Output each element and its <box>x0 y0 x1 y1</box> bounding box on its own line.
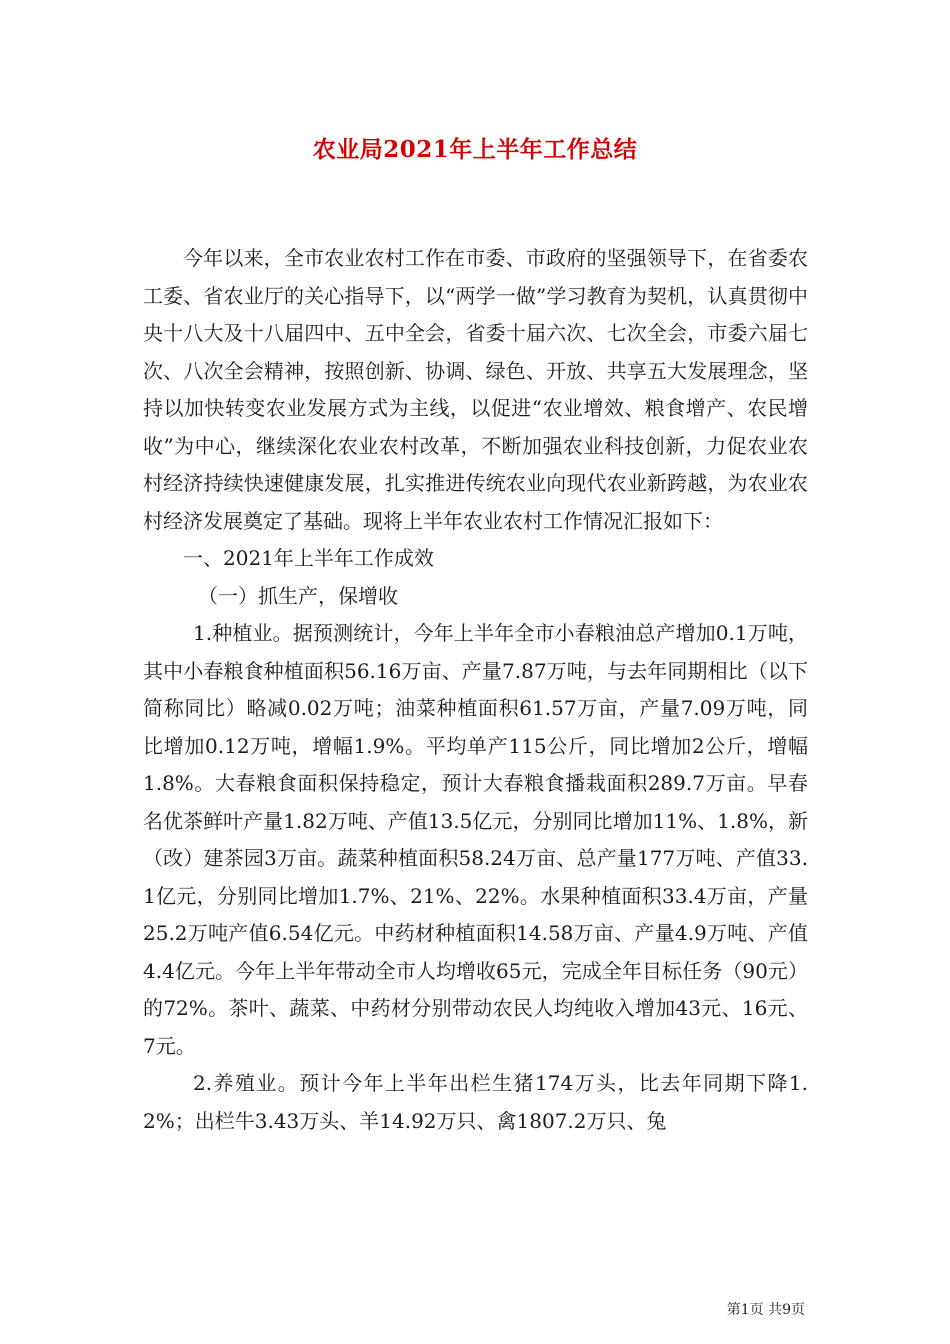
breeding-paragraph: 2.养殖业。预计今年上半年出栏生猪174万头，比去年同期下降1.2%；出栏牛3.43万头、羊14.92万只、禽1807.2万只、兔 <box>143 1071 808 1133</box>
document-body <box>143 240 808 1140</box>
document-title: 农业局2021年上半年工作总结 <box>312 136 638 163</box>
intro-paragraph: 今年以来，全市农业农村工作在市委、市政府的坚强领导下，在省委农工委、省农业厅的关心指导下，以“两学一做”学习教育为契机，认真贯彻中央十八大及十八届四中、五中全会，省委十届六次、七次全会，市委六届七次、八次全会精神，按照创新、协调、绿色、开放、共享五大发展理念，坚持以加快转变农业发展方式为主线，以促进“农业增效、粮食增产、农民增收”为中心，继续深化农业农村改革，不断加强农业科技创新，力促农业农村经济持续快速健康发展，扎实推进传统农业向现代农业新跨越，为农业农村经济发展奠定了基础。现将上半年农业农村工作情况汇报如下： <box>143 246 808 533</box>
planting-paragraph: 1.种植业。据预测统计，今年上半年全市小春粮油总产增加0.1万吨，其中小春粮食种植面积56.16万亩、产量7.87万吨，与去年同期相比（以下简称同比）略减0.02万吨；油菜种植面积61.57万亩，产量7.09万吨，同比增加0.12万吨，增幅1.9%。平均单产115公斤，同比增加2公斤，增幅1.8%。大春粮食面积保持稳定，预计大春粮食播栽面积289.7万亩。早春名优茶鲜叶产量1.82万吨、产值13.5亿元，分别同比增加11%、1.8%，新（改）建茶园3万亩。蔬菜种植面积58.24万亩、总产量177万吨、产值33.1亿元，分别同比增加1.7%、21%、22%。水果种植面积33.4万亩，产量25.2万吨产值6.54亿元。中药材种植面积14.58万亩、产量4.9万吨、产值4.4亿元。今年上半年带动全市人均增收65元，完成全年目标任务（90元）的72%。茶叶、蔬菜、中药材分别带动农民人均纯收入增加43元、16元、7元。 <box>143 621 808 1058</box>
section-heading: 一、2021年上半年工作成效 <box>183 546 434 570</box>
page-number: 第1页 共9页 <box>726 1302 805 1318</box>
subsection-heading: （一）抓生产，保增收 <box>198 583 398 608</box>
